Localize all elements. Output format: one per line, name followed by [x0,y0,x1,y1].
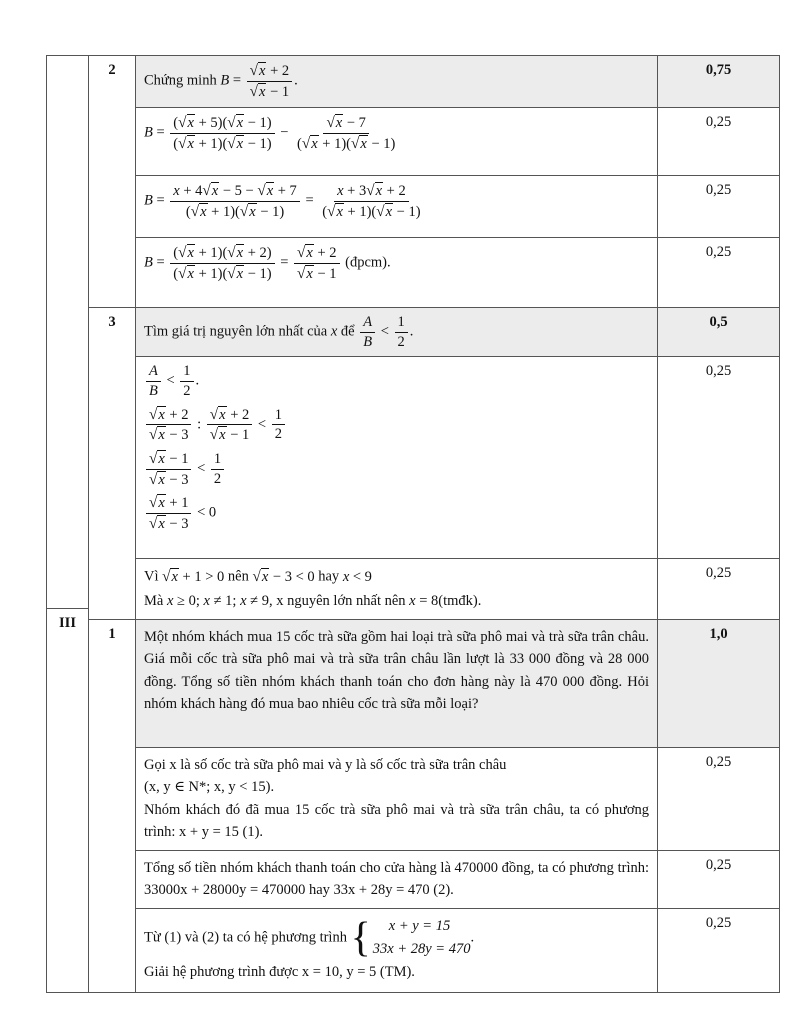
s3-task: Tìm giá trị nguyên lớn nhất của x để $\frac{A}{B}$ < $\frac{1}{2}$ . [136,308,658,357]
s3-step1-score: 0,25 [658,357,780,559]
p3-step3-row [47,908,780,992]
s2-step2: B = $\frac{x + 4√ x - 5 - √ x + 7}{(√ x + 1)(√ x - 1)}$ = $\frac{x + 3√ x + 2}{(√ x + 1)(√ x - 1)}$ [136,176,658,238]
s2-step1-row [47,108,780,176]
answer-table [46,55,780,993]
p3-problem: Một nhóm khách mua 15 cốc trà sữa gồm hai loại trà sữa phô mai và trà sữa trân châu. Giá mỗi cốc trà sữa phô mai và trà sữa trân châu lần lượt là 33 000 đồng và 28 000 đồng. Tổng số tiền nhóm khách thanh toán cho đơn hàng này là 470 000 đồng. Hỏi nhóm khách hàng đó mua bao nhiêu cốc trà sữa mỗi loại? [136,619,658,747]
p3-step1-score: 0,25 [658,747,780,850]
part-label-III: III [59,615,76,631]
s2-step3: B = $\frac{(√ x + 1)(√ x + 2)}{(√ x + 1)(√ x - 1)}$ = √ x + 2 √ x − 1 (đpcm). [136,238,658,308]
question-number-2: 2 [89,56,136,308]
s3-task-row [47,308,780,357]
s2-step3-score: 0,25 [658,238,780,308]
s3-step2-row [47,559,780,620]
s2-task-score: 0,75 [658,56,780,108]
part-cell-blank [47,56,89,993]
s2-task-row [47,56,780,108]
s3-step1: $\frac{A}{B}$ < $\frac{1}{2}$ . √ x + 2 √ x − 3 : √ x + 2 √ x − 1 < $\frac{1}{2}$ √ x − 1 √ x − 3 < $\frac{1}{2}$ √ x + 1 √ x − 3 < 0 [136,357,658,559]
p3-problem-row [47,619,780,747]
s2-step1: B = $\frac{(√ x + 5)(√ x - 1)}{(√ x + 1)(√ x - 1)}$ − √ $\frac{x - 7}{(√ x + 1)(√ x - 1)}$ [136,108,658,176]
p3-step2-score: 0,25 [658,850,780,908]
s2-step3-row [47,238,780,308]
s3-step2-score: 0,25 [658,559,780,620]
p3-problem-score: 1,0 [658,619,780,747]
s2-step2-row [47,176,780,238]
s2-step1-score: 0,25 [658,108,780,176]
question-number-3: 3 [89,308,136,620]
question-number-1: 1 [89,619,136,992]
s3-step2: Vì √ x + 1 > 0 nên √ x − 3 < 0 hay x < 9 Mà x ≥ 0; x ≠ 1; x ≠ 9, x nguyên lớn nhất nên x = 8(tmđk). [136,559,658,620]
s3-step1-row [47,357,780,559]
s2-task: Chứng minh B = √ x + 2 √ x − 1 . [136,56,658,108]
p3-step1: Gọi x là số cốc trà sữa phô mai và y là số cốc trà sữa trân châu (x, y ∈ N*; x, y < 15). Nhóm khách đó đã mua 15 cốc trà sữa phô mai và trà sữa trân châu, ta có phương trình: x + y = 15 (1). [136,747,658,850]
p3-step1-row [47,747,780,850]
p3-step2: Tổng số tiền nhóm khách thanh toán cho cửa hàng là 470000 đồng, ta có phương trình: 33000x + 28000y = 470000 hay 33x + 28y = 470 (2). [136,850,658,908]
s2-step2-score: 0,25 [658,176,780,238]
p3-step3: Từ (1) và (2) ta có hệ phương trình { x + y = 15 33x + 28y = 470 . Giải hệ phương trình được x = 10, y = 5 (TM). [136,908,658,992]
part-divider [46,608,89,609]
p3-step2-row [47,850,780,908]
p3-step3-score: 0,25 [658,908,780,992]
s3-task-score: 0,5 [658,308,780,357]
